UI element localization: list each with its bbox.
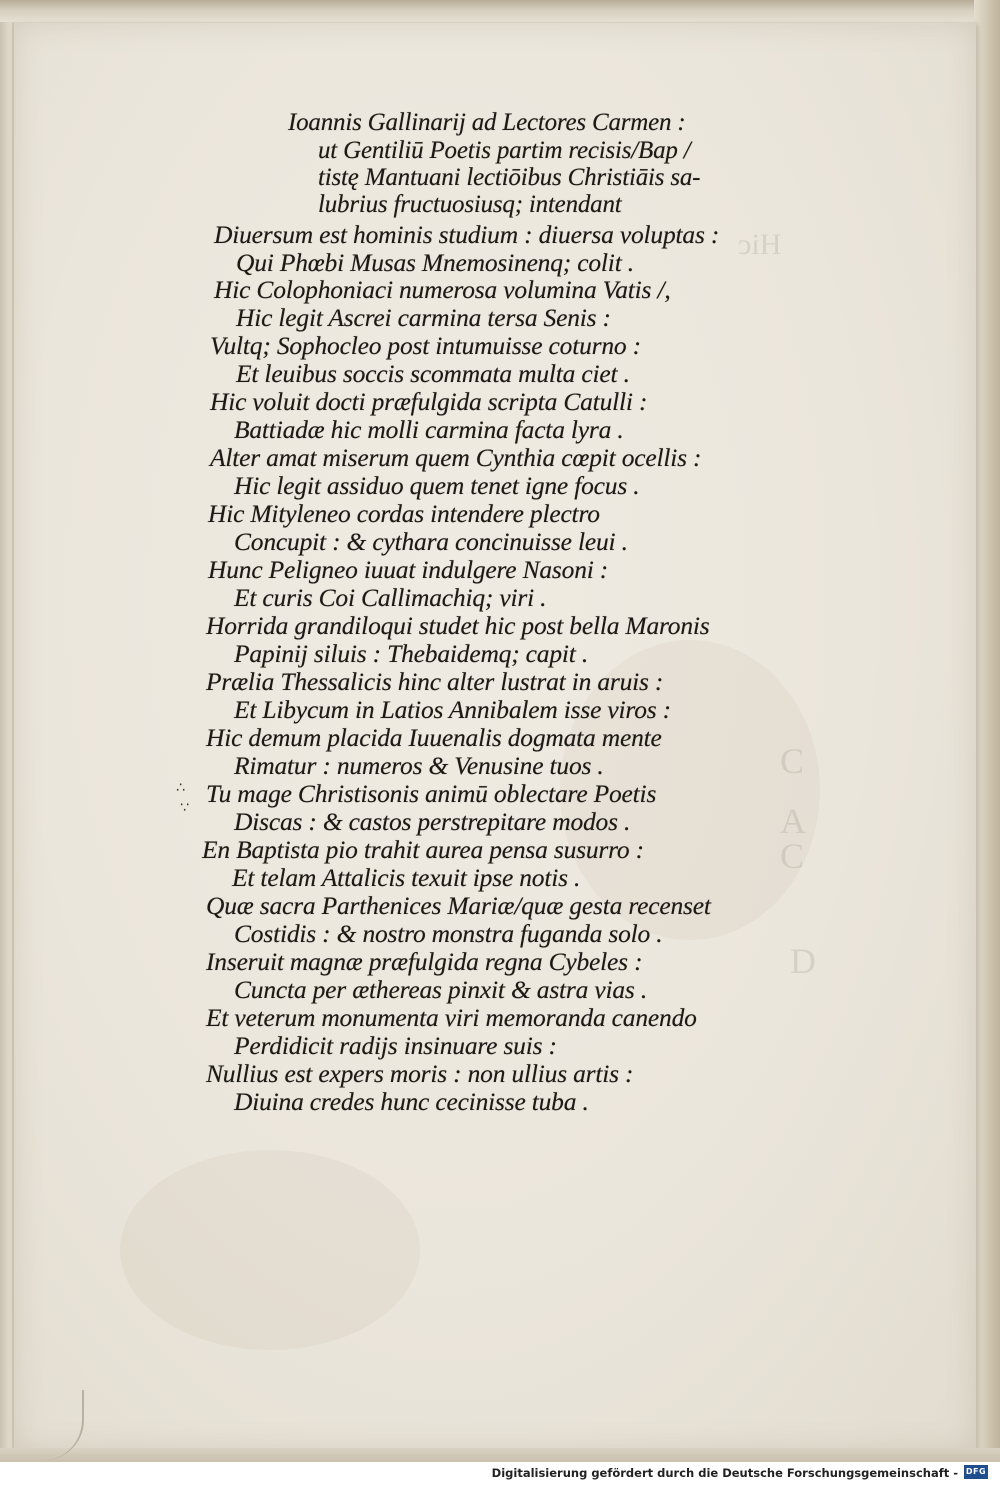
verse-line: Hunc Peligneo iuuat indulgere Nasoni : <box>208 555 609 584</box>
verse-line: Et curis Coi Callimachiq; viri . <box>234 583 547 612</box>
margin-mark: ∴ <box>176 780 185 796</box>
title-line: Ioannis Gallinarij ad Lectores Carmen : <box>288 109 686 136</box>
digitization-credit: Digitalisierung gefördert durch die Deutsche Forschungsgemeinschaft - <box>491 1466 958 1480</box>
verse-line: En Baptista pio trahit aurea pensa susurro : <box>202 835 644 864</box>
verse-line: Alter amat miserum quem Cynthia cœpit ocellis : <box>210 443 702 472</box>
paper-stain <box>120 1150 420 1350</box>
verse-line: Tu mage Christisonis animū oblectare Poetis <box>206 779 657 808</box>
page-edge-bottom <box>0 1448 1000 1462</box>
verse-line: Quæ sacra Parthenices Mariæ/quæ gesta recenset <box>206 891 711 920</box>
margin-mark: ∵ <box>180 800 189 816</box>
title-line: ut Gentiliū Poetis partim recisis/Bap / <box>318 137 691 164</box>
dfg-logo: DFG <box>964 1465 988 1479</box>
title-line: lubrius fructuosiusq; intendant <box>318 191 622 218</box>
verse-line: Battiadæ hic molli carmina facta lyra . <box>234 415 624 444</box>
verse-line: Discas : & castos perstrepitare modos . <box>234 807 631 836</box>
verse-line: Diuina credes hunc cecinisse tuba . <box>234 1087 589 1116</box>
verse-line: Hic Colophoniaci numerosa volumina Vatis /, <box>214 275 671 304</box>
show-through-text: C <box>780 836 805 876</box>
verse-line: Papinij siluis : Thebaidemq; capit . <box>234 639 589 668</box>
verse-line: Costidis : & nostro monstra fuganda solo . <box>234 919 663 948</box>
title-line: tistę Mantuani lectiōibus Christiāis sa- <box>318 164 701 191</box>
verse-line: Diuersum est hominis studium : diuersa voluptas : <box>214 220 720 249</box>
verse-line: Cuncta per æthereas pinxit & astra vias . <box>234 975 647 1004</box>
verse-line: Horrida grandiloqui studet hic post bella Maronis <box>206 611 710 640</box>
show-through-text: A <box>780 801 806 841</box>
verse-line: Et telam Attalicis texuit ipse notis . <box>232 863 581 892</box>
verse-line: Hic demum placida Iuuenalis dogmata mente <box>206 723 662 752</box>
verse-line: Rimatur : numeros & Venusine tuos . <box>234 751 604 780</box>
verse-line: Inseruit magnæ præfulgida regna Cybeles : <box>206 947 643 976</box>
show-through-text: D <box>790 941 816 981</box>
verse-line: Prælia Thessalicis hinc alter lustrat in aruis : <box>206 667 664 696</box>
verse-line: Nullius est expers moris : non ullius artis : <box>206 1059 634 1088</box>
show-through-text: C <box>780 741 805 781</box>
verse-line: Hic legit Ascrei carmina tersa Senis : <box>236 303 611 332</box>
verse-line: Et Libycum in Latios Annibalem isse viros : <box>234 695 671 724</box>
verse-line: Hic legit assiduo quem tenet igne focus . <box>234 471 640 500</box>
verse-line: Et veterum monumenta viri memoranda canendo <box>206 1003 697 1032</box>
verse-line: Hic Mityleneo cordas intendere plectro <box>208 499 600 528</box>
verse-line: Vultq; Sophocleo post intumuisse coturno : <box>210 331 641 360</box>
verse-line: Qui Phœbi Musas Mnemosinenq; colit . <box>236 248 634 277</box>
verse-line: Concupit : & cythara concinuisse leui . <box>234 527 628 556</box>
verse-line: Et leuibus soccis scommata multa ciet . <box>236 359 630 388</box>
show-through-text: Hic <box>738 228 782 261</box>
verse-line: Hic voluit docti præfulgida scripta Catulli : <box>210 387 648 416</box>
verse-line: Perdidicit radijs insinuare suis : <box>234 1031 557 1060</box>
